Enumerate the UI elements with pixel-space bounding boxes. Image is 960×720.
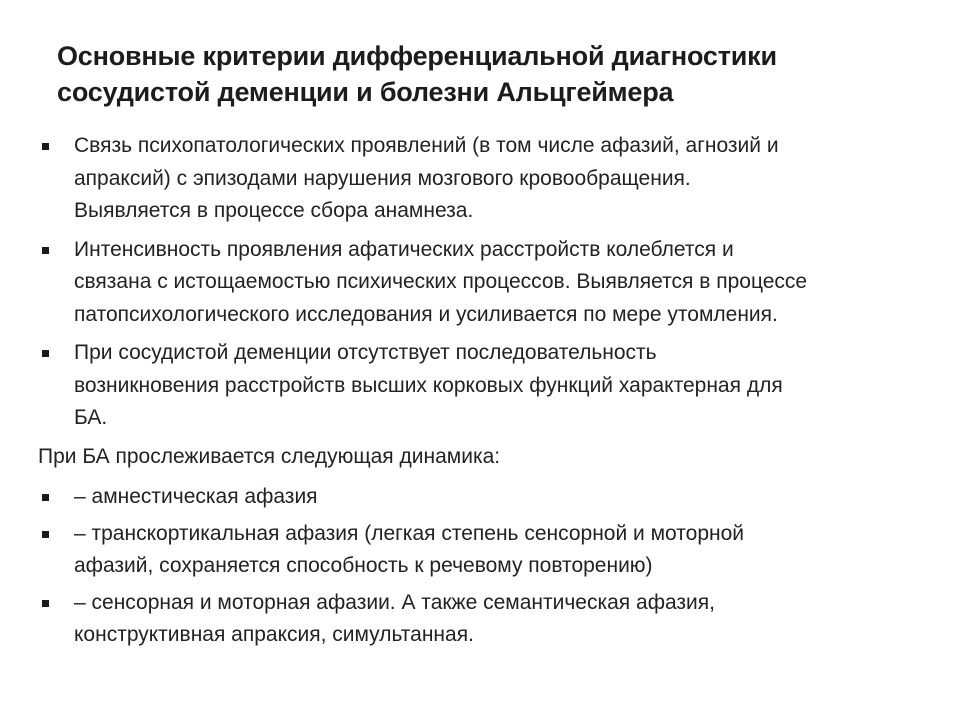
criteria-item-1 [38,130,928,228]
criteria-line: Интенсивность проявления афатических расстройств колеблется и [74,237,734,261]
square-bullet-icon [42,494,49,501]
criteria-line: При сосудистой деменции отсутствует последовательность [74,341,657,364]
title-line-1: Основные критерии дифференциальной диагностики [57,41,777,71]
dynamics-list [38,481,928,652]
criteria-line: связана с истощаемостью психических процессов. Выявляется в процессе [74,270,808,293]
criteria-line: возникновения расстройств высших корковых функций характерная для [74,373,783,397]
square-bullet-icon [42,350,49,357]
slide-content [38,130,928,656]
criteria-line: патопсихологического исследования и усиливается по мере утомления. [74,302,778,326]
dynamics-item-2 [38,518,928,583]
dynamics-intro: При БА прослеживается следующая динамика: [38,444,501,468]
dynamics-line: – сенсорная и моторная афазии. А также семантическая афазия, [74,590,715,614]
criteria-line: Связь психопатологических проявлений (в том числе афазий, агнозий и [74,134,779,157]
criteria-line: БА. [74,406,108,429]
dynamics-line: афазий, сохраняется способность к речевому повторению) [74,554,653,577]
square-bullet-icon [42,531,49,538]
dynamics-line: конструктивная апраксия, симультанная. [74,623,474,646]
slide-title [57,38,917,110]
dynamics-item-3 [38,587,928,652]
criteria-line: Выявляется в процессе сбора анамнеза. [74,199,474,222]
square-bullet-icon [42,600,49,607]
criteria-line: апраксий) с эпизодами нарушения мозгового кровообращения. [74,166,691,190]
square-bullet-icon [42,143,49,150]
criteria-item-2 [38,234,928,332]
dynamics-line: – амнестическая афазия [74,485,318,508]
dynamics-item-1 [38,481,928,514]
criteria-item-3 [38,337,928,435]
title-line-2: сосудистой деменции и болезни Альцгеймера [57,77,674,107]
dynamics-line: – транскортикальная афазия (легкая степень сенсорной и моторной [74,521,745,545]
square-bullet-icon [42,247,49,254]
criteria-list [38,130,928,435]
